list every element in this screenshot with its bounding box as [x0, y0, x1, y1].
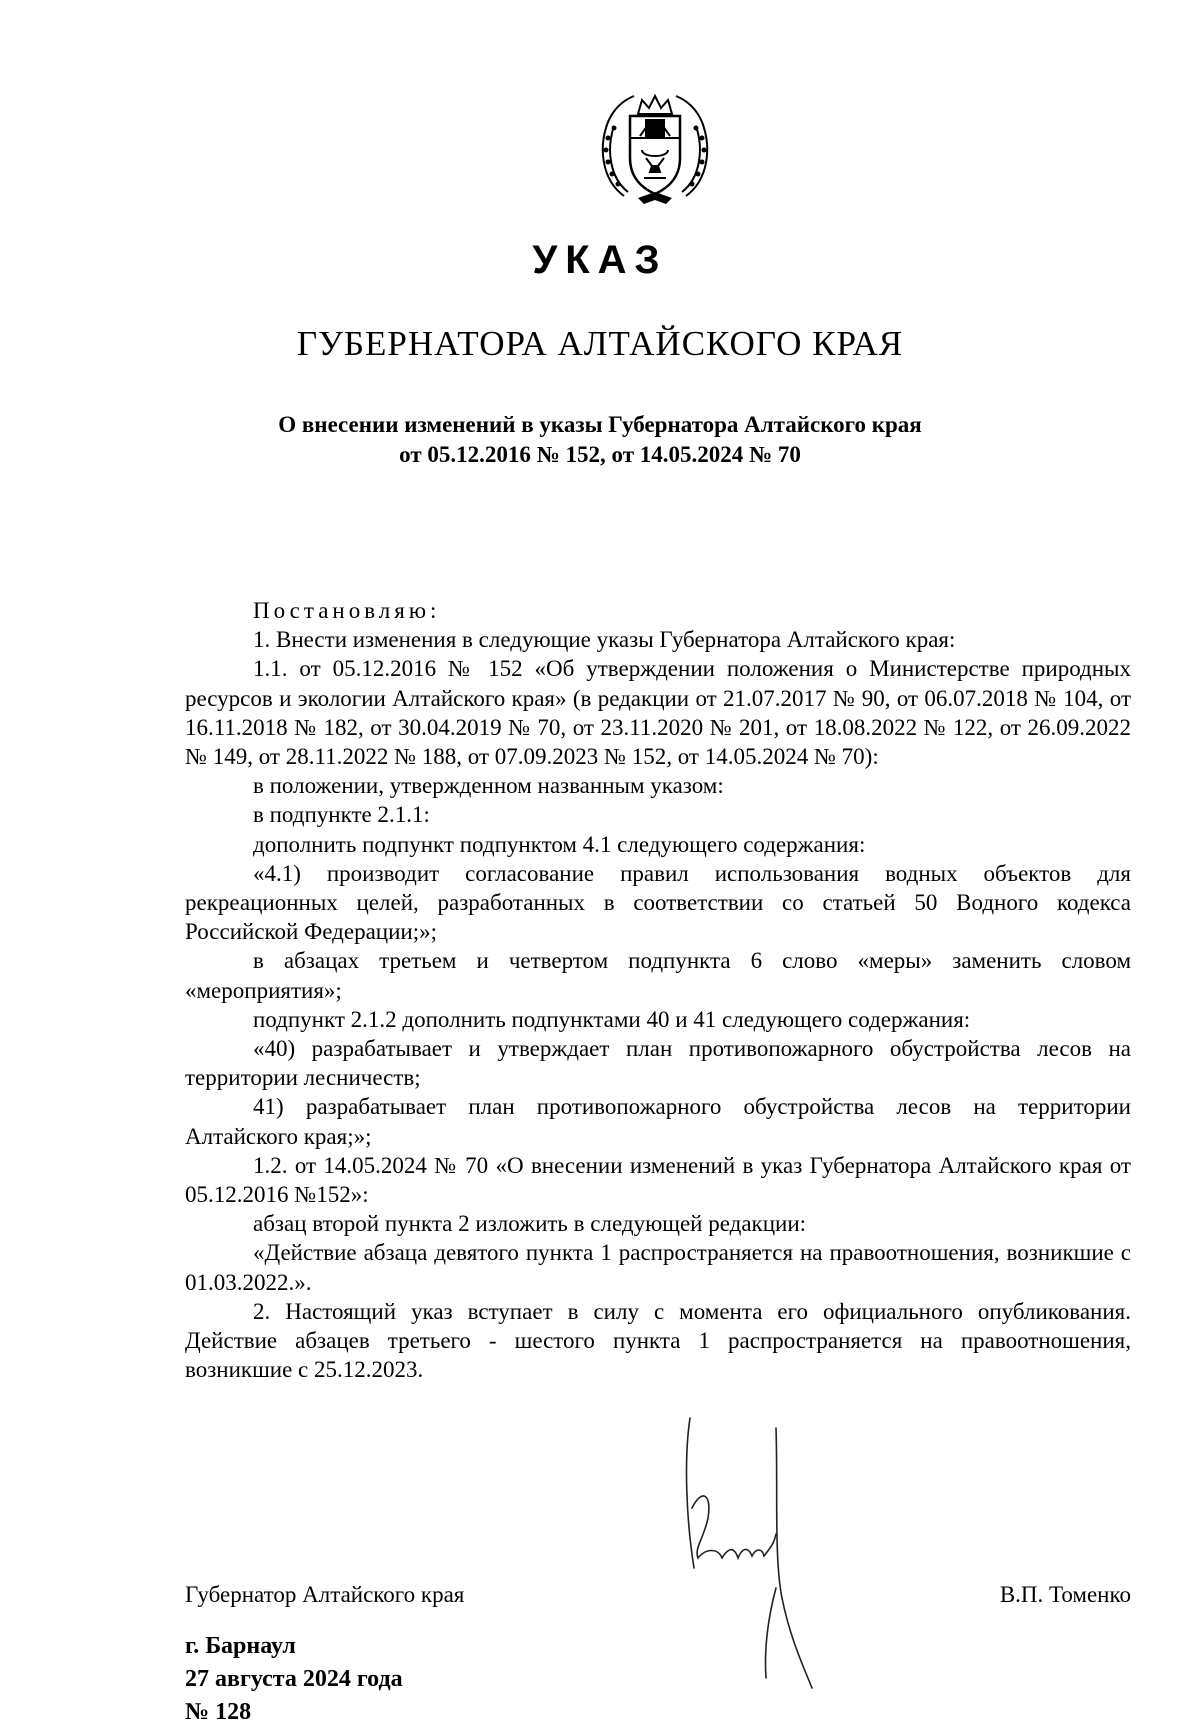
footer-date: 27 августа 2024 года: [185, 1666, 403, 1692]
heading-line-2: от 05.12.2016 № 152, от 14.05.2024 № 70: [399, 442, 801, 467]
paragraph-1-1: 1.1. от 05.12.2016 № 152 «Об утверждении положения о Министерстве природных ресурсов и экологии Алтайского края» (в редакции от 21.07.2017 № 90, от 06.07.2018 № 104, от 16.11.2018 № 182, от 30.04.2019 № 70, от 23.11.2020 № 201, от 18.08.2022 № 122, от 26.09.2022 № 149, от 28.11.2022 № 188, от 07.09.2023 № 152, от 14.05.2024 № 70):: [185, 656, 1131, 770]
handwritten-signature: [672, 1398, 822, 1698]
coat-of-arms-emblem: [594, 88, 716, 206]
paragraph-clause-41: 41) разрабатывает план противопожарного обустройства лесов на территории Алтайского края;»;: [185, 1094, 1131, 1149]
paragraph-1: 1. Внести изменения в следующие указы Губернатора Алтайского края:: [253, 627, 956, 653]
paragraph-preamble: Постановляю:: [253, 598, 441, 623]
document-footer: [185, 1630, 403, 1729]
signatory-position: Губернатор Алтайского края: [185, 1582, 465, 1607]
paragraph-clause-a: в положении, утвержденном названным указом:: [253, 773, 724, 799]
paragraph-clause-f: абзац второй пункта 2 изложить в следующей редакции:: [253, 1211, 807, 1237]
document-heading: [0, 410, 1200, 470]
paragraph-clause-b: в подпункте 2.1.1:: [253, 802, 430, 828]
paragraph-clause-c: дополнить подпункт подпунктом 4.1 следующего содержания:: [253, 831, 866, 857]
paragraph-clause-g: «Действие абзаца девятого пункта 1 распространяется на правоотношения, возникшие с 01.03.2022.».: [185, 1240, 1131, 1295]
paragraph-clause-d: в абзацах третьем и четвертом подпункта 6 слово «меры» заменить словом «мероприятия»;: [185, 948, 1131, 1003]
footer-city: г. Барнаул: [185, 1633, 296, 1659]
paragraph-1-2: 1.2. от 14.05.2024 № 70 «О внесении изменений в указ Губернатора Алтайского края от 05.12.2016 №152»:: [185, 1152, 1131, 1208]
paragraph-clause-e: подпункт 2.1.2 дополнить подпунктами 40 и 41 следующего содержания:: [253, 1006, 971, 1032]
paragraph-clause-4-1: «4.1) производит согласование правил использования водных объектов для рекреационных целей, разработанных в соответствии со статьей 50 Водного кодекса Российской Федерации;»;: [185, 860, 1131, 945]
document-title: УКАЗ: [532, 238, 668, 282]
footer-number: № 128: [185, 1699, 252, 1725]
signatory-name: В.П. Томенко: [999, 1582, 1131, 1607]
heading-line-1: О внесении изменений в указы Губернатора Алтайского края: [278, 412, 922, 437]
paragraph-2: 2. Настоящий указ вступает в силу с момента его официального опубликования. Действие абзацев третьего - шестого пункта 1 распространяется на правоотношения, возникшие с 25.12.2023.: [185, 1298, 1131, 1383]
document-subtitle: ГУБЕРНАТОРА АЛТАЙСКОГО КРАЯ: [296, 324, 904, 363]
paragraph-clause-40: «40) разрабатывает и утверждает план противопожарного обустройства лесов на территории лесничеств;: [185, 1036, 1131, 1091]
document-body: [185, 596, 1131, 1384]
